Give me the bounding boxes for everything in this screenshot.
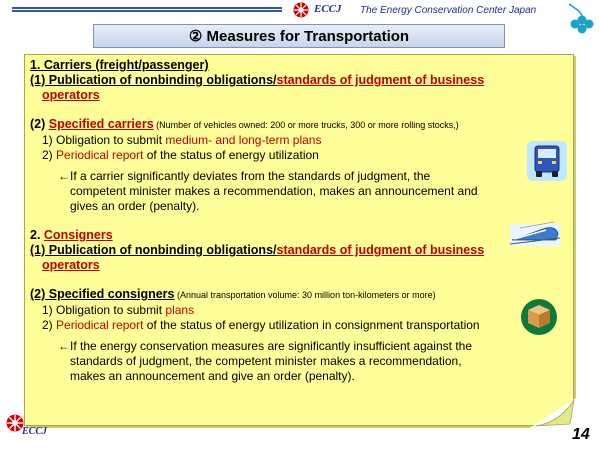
carriers-item-2: (2) Specified carriers (Number of vehicles owned: 200 or more trucks, 300 or more rolling stocks,) xyxy=(30,117,459,131)
consigners-note-1: ←If the energy conservation measures are significantly insufficient against the xyxy=(58,339,472,353)
brand-name: ECCJ xyxy=(314,3,342,15)
carriers-note-3: gives an order (penalty). xyxy=(70,199,200,213)
consigners-item-2: (2) Specified consigners (Annual transportation volume: 30 million ton-kilometers or more) xyxy=(30,287,436,301)
consigners-item-1-cont: operators xyxy=(42,258,100,272)
train-icon xyxy=(510,218,560,248)
carriers-heading: 1. Carriers (freight/passenger) xyxy=(30,58,209,72)
eccj-logo-icon xyxy=(293,2,309,18)
carriers-note-1: ←If a carrier significantly deviates from the standards of judgment, the xyxy=(58,169,431,183)
content-body xyxy=(30,58,570,384)
package-icon xyxy=(520,298,558,336)
carriers-note-2: competent minister makes a recommendation, makes an announcement and xyxy=(70,184,478,198)
carriers-item-1-cont: operators xyxy=(42,88,100,102)
clover-leaf-icon xyxy=(566,2,596,38)
organization-name: The Energy Conservation Center Japan xyxy=(360,5,537,16)
carriers-sub-1: 1) Obligation to submit medium- and long-term plans xyxy=(42,133,322,147)
consigners-sub-2: 2) Periodical report of the status of energy utilization in consignment transportation xyxy=(42,318,480,332)
carriers-item-1: (1) Publication of nonbinding obligations/standards of judgment of business xyxy=(30,73,485,87)
consigners-sub-1: 1) Obligation to submit plans xyxy=(42,303,195,317)
consigners-note-3: makes an announcement and give an order (penalty). xyxy=(70,369,355,383)
page-number: 14 xyxy=(572,426,590,443)
footer-brand: ECCJ xyxy=(22,426,48,437)
page-title: ② Measures for Transportation xyxy=(93,24,505,48)
header-rule xyxy=(12,7,282,12)
carriers-sub-2: 2) Periodical report of the status of energy utilization xyxy=(42,148,319,162)
consigners-note-2: standards of judgment, the competent minister makes a recommendation, xyxy=(70,354,462,368)
page-curl xyxy=(530,398,576,428)
consigners-heading: 2. Consigners xyxy=(30,228,113,242)
truck-icon xyxy=(526,140,568,182)
consigners-item-1: (1) Publication of nonbinding obligations/standards of judgment of business xyxy=(30,243,485,257)
